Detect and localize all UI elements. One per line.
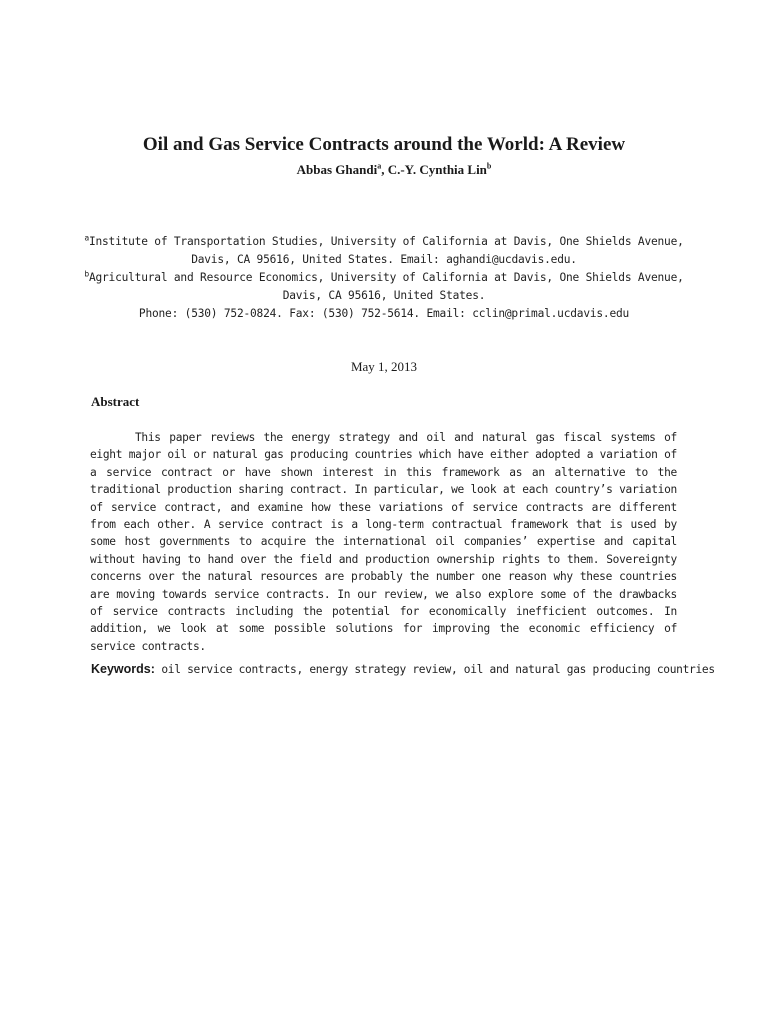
keywords-label: Keywords: — [91, 662, 155, 676]
affiliation-line: Davis, CA 95616, United States. — [282, 289, 486, 302]
affiliation-line: $^b$Agricultural and Resource Economics, University of California at Davis, One Shields Avenue, — [84, 269, 684, 284]
affiliation-mark: b — [486, 161, 492, 171]
contact-line: Phone: (530) 752-0824. Fax: (530) 752-5614. Email: cclin@primal.ucdavis.edu — [138, 307, 630, 320]
paper-title: Oil and Gas Service Contracts around the World: A Review — [142, 134, 626, 155]
author-name: C.-Y. Cynthia Lin — [387, 162, 487, 177]
paper-date: May 1, 2013 — [350, 359, 418, 374]
author-separator: , — [381, 162, 388, 177]
abstract-heading: Abstract — [91, 394, 140, 409]
keywords-text: oil service contracts, energy strategy review, oil and natural gas producing countries — [161, 663, 715, 676]
author-name: Abbas Ghandi — [296, 162, 378, 177]
affiliation-line: $^a$Institute of Transportation Studies, University of California at Davis, One Shields Avenue, — [84, 233, 684, 248]
affiliations-block — [0, 233, 768, 323]
author-list — [0, 160, 768, 180]
keywords-line — [91, 660, 715, 679]
affiliation-mark: b — [84, 269, 89, 279]
affiliation-mark: a — [377, 161, 382, 171]
abstract-text: This paper reviews the energy strategy and oil and natural gas fiscal systems of eight major oil or natural gas producing countries which have either adopted a variation of a service contract or have shown interest in this framework as an alternative to the traditional production sharing contract. In particular, we look at each country’s variation of service contract, and examine how these variations of service contracts are different from each other. A service contract is a long-term contractual framework that is used by some host governments to acquire the international oil companies’ expertise and capital without having to hand over the field and production ownership rights to them. Sovereignty concerns over the natural resources are probably the number one reason why these countries are moving towards service contracts. In our review, we also explore some of the drawbacks of service contracts including the potential for economically inefficient outcomes. In addition, we look at some possible solutions for improving the economic efficiency of service contracts. — [90, 431, 677, 653]
affiliation-line: Davis, CA 95616, United States. Email: aghandi@ucdavis.edu. — [191, 253, 577, 266]
affiliation-mark: a — [84, 233, 89, 243]
